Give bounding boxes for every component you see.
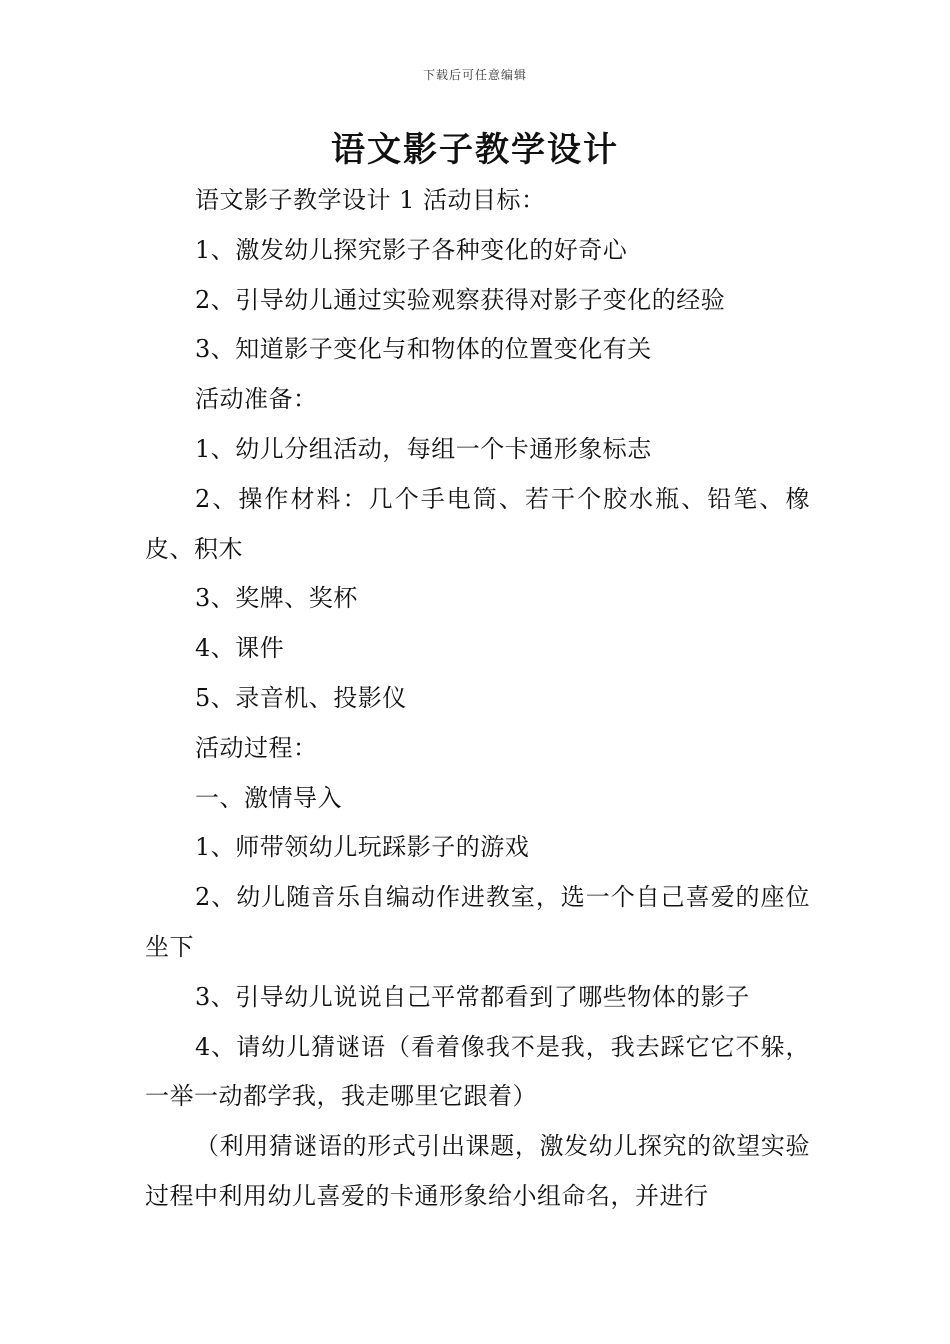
- paragraph: 1、师带领幼儿玩踩影子的游戏: [195, 833, 530, 862]
- paragraph: 1、激发幼儿探究影子各种变化的好奇心: [195, 235, 628, 264]
- document-title: 语文影子教学设计: [331, 130, 619, 170]
- paragraph: 3、知道影子变化与和物体的位置变化有关: [195, 335, 652, 364]
- paragraph: 5、录音机、投影仪: [195, 683, 407, 712]
- paragraph: 一、激情导入: [195, 783, 342, 812]
- paragraph: 2、操作材料：几个手电筒、若干个胶水瓶、铅笔、橡皮、积木: [145, 484, 810, 563]
- paragraph: 2、引导幼儿通过实验观察获得对影子变化的经验: [195, 285, 726, 314]
- paragraph: 3、引导幼儿说说自己平常都看到了哪些物体的影子: [195, 982, 750, 1011]
- paragraph: 活动过程：: [195, 733, 318, 762]
- document-body: [145, 176, 810, 1222]
- paragraph: 4、请幼儿猜谜语（看着像我不是我，我去踩它它不躲，一举一动都学我，我走哪里它跟着）: [145, 1032, 810, 1111]
- paragraph: 语文影子教学设计 1 活动目标：: [195, 186, 546, 214]
- paragraph: （利用猜谜语的形式引出课题，激发幼儿探究的欲望实验过程中利用幼儿喜爱的卡通形象给小组命名，并进行: [145, 1132, 810, 1210]
- paragraph: 活动准备：: [195, 385, 318, 414]
- paragraph: 4、课件: [195, 634, 285, 663]
- paragraph: 3、奖牌、奖杯: [195, 584, 358, 613]
- page-header-note: 下载后可任意编辑: [422, 68, 527, 82]
- paragraph: 2、幼儿随音乐自编动作进教室，选一个自己喜爱的座位坐下: [145, 883, 810, 961]
- paragraph: 1、幼儿分组活动，每组一个卡通形象标志: [195, 434, 652, 463]
